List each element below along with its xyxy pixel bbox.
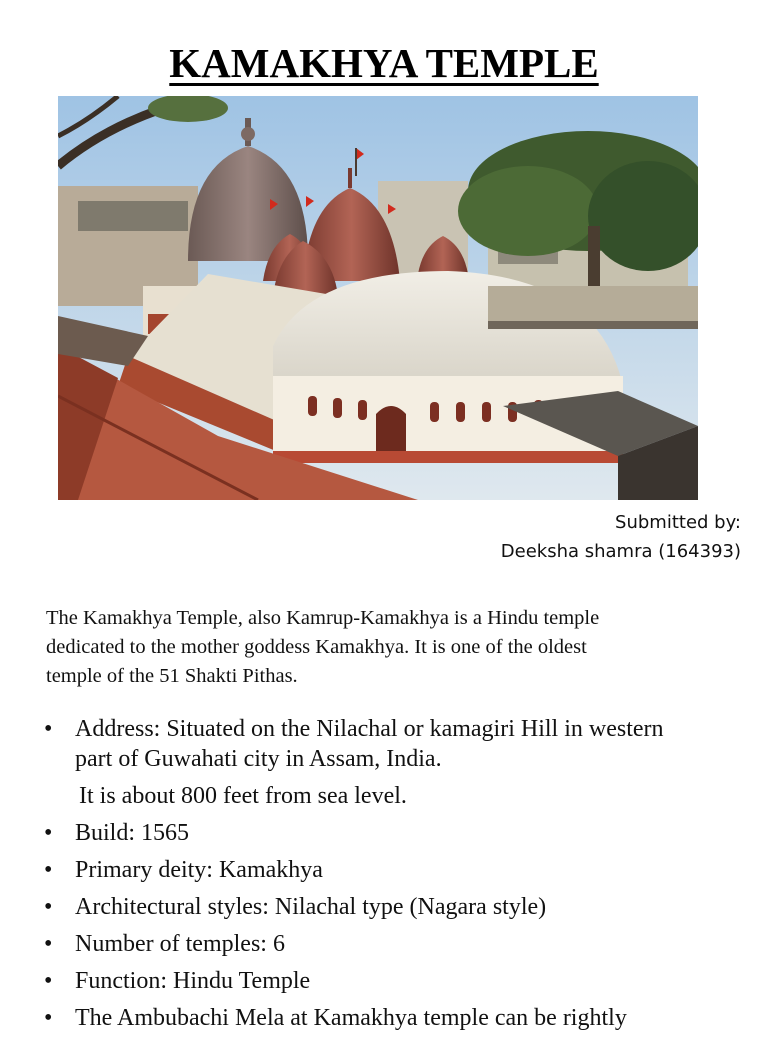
intro-line: The Kamakhya Temple, also Kamrup-Kamakhya is a Hindu temple bbox=[46, 607, 600, 629]
list-item-elevation bbox=[0, 781, 768, 818]
list-item-styles bbox=[0, 892, 768, 929]
deity-text: Primary deity: Kamakhya bbox=[75, 857, 323, 883]
styles-text: Architectural styles: Nilachal type (Nagara style) bbox=[75, 894, 547, 920]
address-text: Address: Situated on the Nilachal or kamagiri Hill in western bbox=[75, 716, 664, 742]
function-text: Function: Hindu Temple bbox=[75, 968, 311, 994]
page-title: KAMAKHYA TEMPLE bbox=[169, 40, 599, 86]
elevation-text: It is about 800 feet from sea level. bbox=[79, 783, 407, 809]
list-item-address bbox=[0, 714, 768, 744]
list-item-build bbox=[0, 818, 768, 855]
ambubachi-text: The Ambubachi Mela at Kamakhya temple can be rightly bbox=[75, 1005, 627, 1031]
submitted-label: Submitted by: bbox=[615, 512, 741, 533]
intro-paragraph bbox=[46, 604, 736, 691]
temple-photo bbox=[58, 96, 698, 500]
list-item-temples bbox=[0, 929, 768, 966]
bullet-glyph: • bbox=[44, 968, 53, 994]
submitted-name: Deeksha shamra (164393) bbox=[500, 541, 741, 562]
list-item-function bbox=[0, 966, 768, 1003]
list-item-address-cont bbox=[0, 744, 768, 781]
temples-text: Number of temples: 6 bbox=[75, 931, 285, 957]
intro-line: temple of the 51 Shakti Pithas. bbox=[46, 665, 298, 687]
list-item-deity bbox=[0, 855, 768, 892]
submitted-by bbox=[501, 508, 741, 566]
list-item-ambubachi bbox=[0, 1003, 768, 1040]
build-text: Build: 1565 bbox=[75, 820, 190, 846]
bullet-glyph: • bbox=[44, 857, 53, 883]
bullet-glyph: • bbox=[44, 931, 53, 957]
bullet-glyph: • bbox=[44, 894, 53, 920]
bullet-glyph: • bbox=[44, 820, 53, 846]
intro-line: dedicated to the mother goddess Kamakhya. It is one of the oldest bbox=[46, 636, 587, 658]
bullet-glyph: • bbox=[44, 716, 53, 742]
bullet-glyph: • bbox=[44, 1005, 53, 1031]
facts-list bbox=[0, 714, 768, 1040]
address-text-cont: part of Guwahati city in Assam, India. bbox=[75, 746, 442, 772]
